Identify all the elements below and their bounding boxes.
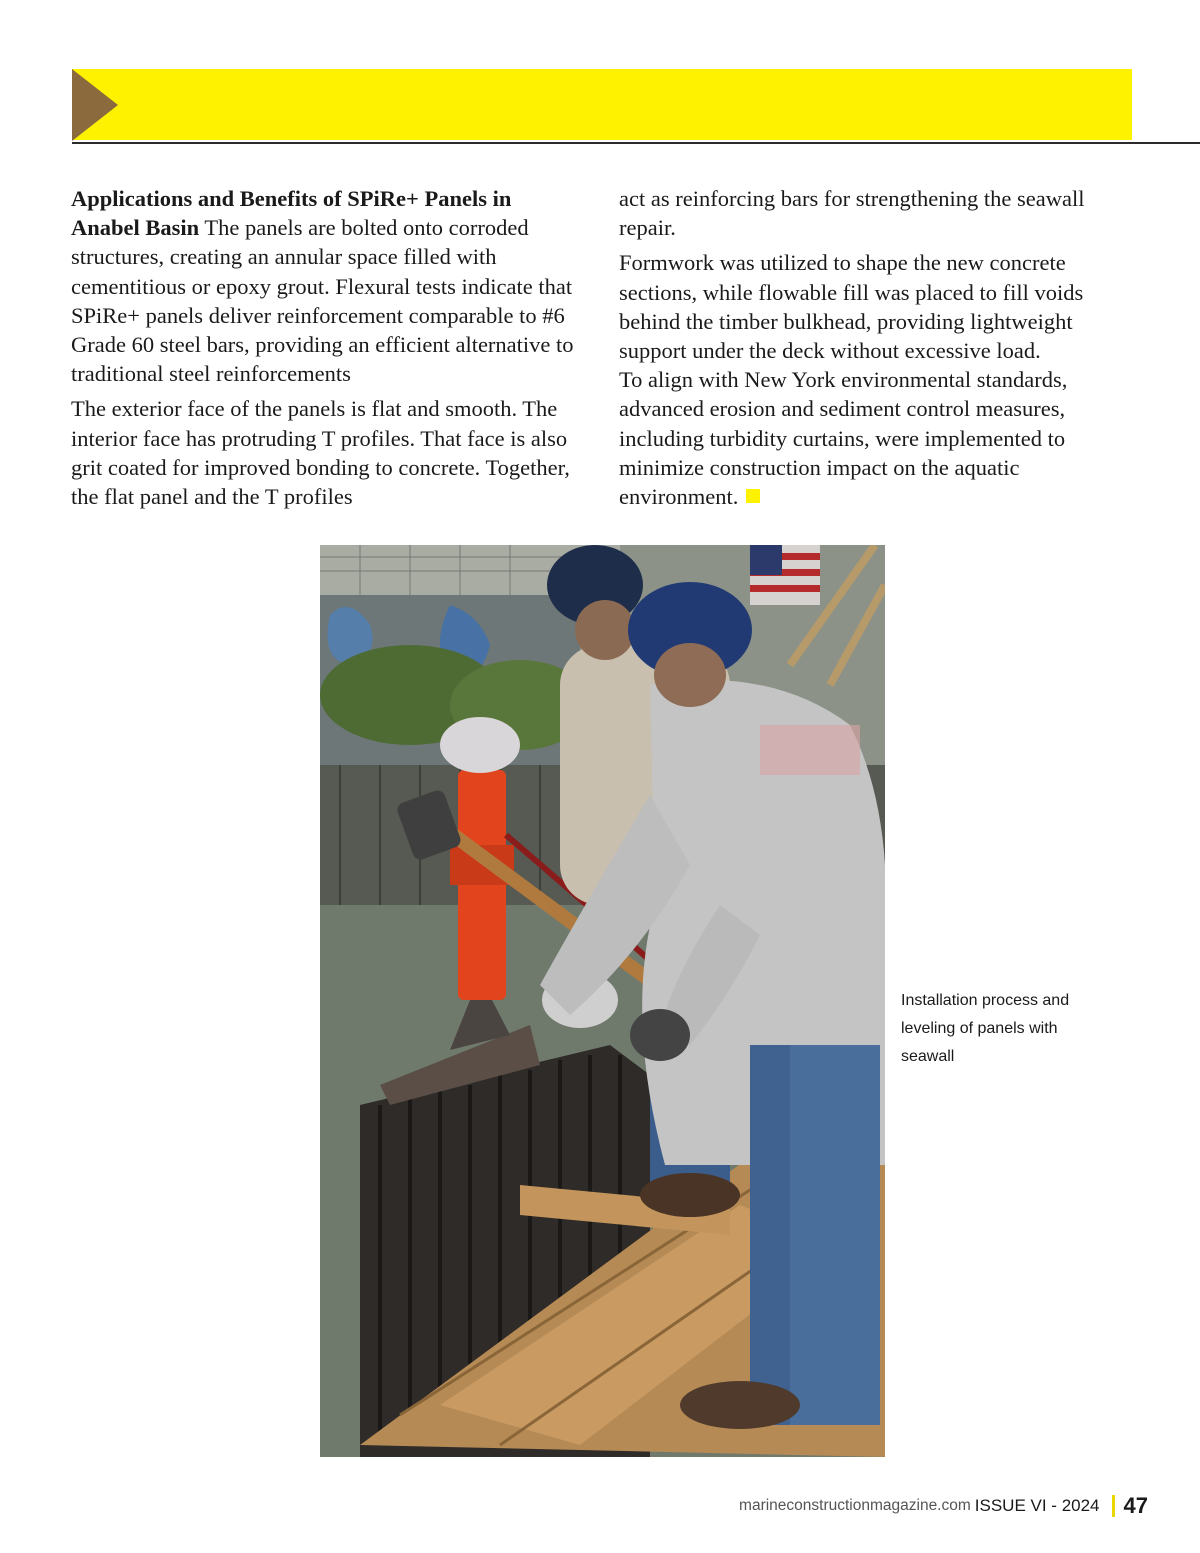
figure-caption: Installation process and leveling of panels with seawall <box>901 992 1070 1065</box>
section-heading: Applications and Benefits of SPiRe+ Panels in Anabel Basin <box>71 186 512 241</box>
construction-photo-illustration <box>320 545 885 1457</box>
article-end-mark-icon <box>746 489 760 503</box>
right-paragraph-3-text: To align with New York environmental standards, advanced erosion and sediment control measures, including turbidity curtains, were implemented to minimize construction impact on the aquatic environment. <box>619 367 1068 510</box>
header-banner <box>72 69 1132 140</box>
right-paragraph-1: act as reinforcing bars for strengthening the seawall repair. <box>619 186 1085 241</box>
header-rule <box>72 142 1200 144</box>
construction-photo <box>320 545 885 1457</box>
page-footer <box>739 1491 1148 1521</box>
article-right-column <box>619 184 1139 517</box>
left-paragraph-1-body: The panels are bolted onto corroded structures, creating an annular space filled with cementitious or epoxy grout. Flexural tests indicate that SPiRe+ panels deliver reinforcement comparable to #6 Grade 60 steel bars, providing an efficient alternative to traditional steel reinforcements <box>71 215 574 387</box>
footer-issue: ISSUE VI - 2024 <box>974 1496 1100 1515</box>
footer-site: marineconstructionmagazine.com <box>739 1497 971 1514</box>
page-number: 47 <box>1123 1493 1148 1518</box>
article-left-column <box>71 184 583 517</box>
footer-separator <box>1112 1495 1115 1517</box>
right-paragraph-3 <box>619 365 1139 511</box>
banner-arrow-icon <box>72 69 118 141</box>
right-paragraph-2: Formwork was utilized to shape the new concrete sections, while flowable fill was placed to fill voids behind the timber bulkhead, providing lightweight support under the deck without excessive load. <box>619 250 1084 364</box>
left-paragraph-1 <box>71 184 583 388</box>
left-paragraph-2: The exterior face of the panels is flat and smooth. The interior face has protruding T profiles. That face is also grit coated for improved bonding to concrete. Together, the flat panel and the T profiles <box>71 396 570 510</box>
